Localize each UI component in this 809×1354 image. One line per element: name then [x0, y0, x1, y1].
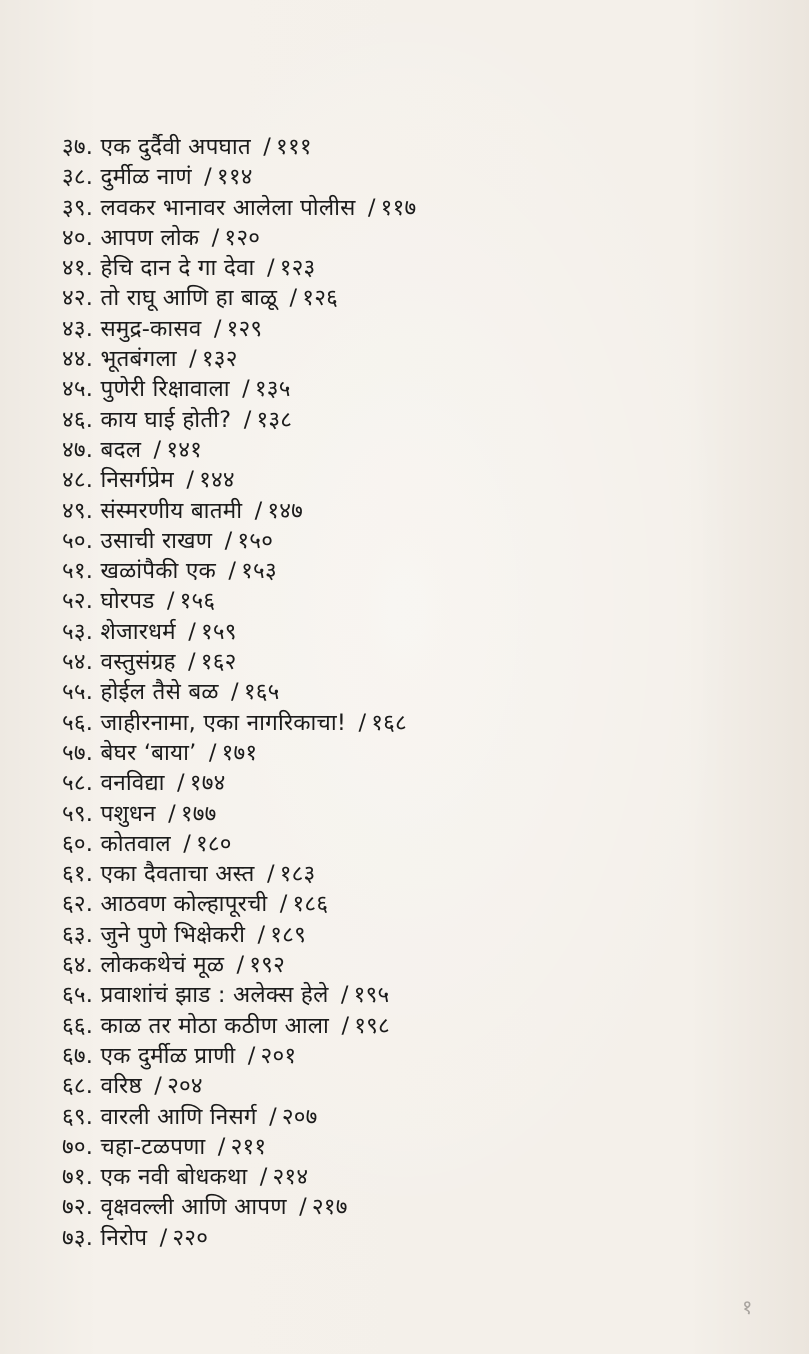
entry-title: वरिष्ठ [100, 1073, 142, 1100]
entry-separator: / [168, 800, 176, 827]
toc-entry [62, 1041, 416, 1071]
toc-entry [62, 829, 416, 859]
entry-number: ४३. [62, 315, 94, 342]
entry-separator: / [340, 982, 349, 1009]
entry-separator: / [279, 891, 288, 918]
entry-title: खळांपैकी एक [100, 558, 217, 585]
entry-page-number: १२६ [302, 285, 338, 312]
entry-page-number: २०४ [167, 1073, 203, 1100]
toc-entry [62, 1011, 416, 1041]
entry-title: निसर्गप्रेम [100, 467, 174, 494]
entry-title: प्रवाशांचं झाड : अलेक्स हेले [100, 982, 329, 1009]
entry-title: होईल तैसे बळ [100, 679, 219, 706]
entry-title: एक दुर्दैवी अपघात [100, 134, 251, 160]
entry-separator: / [153, 436, 162, 463]
entry-number: ४१. [62, 255, 94, 282]
entry-number: ७०. [62, 1133, 94, 1160]
entry-title: जाहीरनामा, एका नागरिकाचा! [100, 709, 347, 736]
entry-page-number: १५३ [241, 558, 277, 585]
entry-separator: / [186, 467, 195, 494]
toc-entry [62, 1071, 416, 1101]
entry-separator: / [188, 649, 196, 676]
entry-separator: / [166, 588, 175, 615]
entry-page-number: २०१ [260, 1042, 297, 1069]
entry-separator: / [224, 527, 233, 554]
entry-page-number: १७७ [180, 800, 217, 827]
entry-title: उसाची राखण [100, 527, 213, 554]
entry-page-number: १३८ [256, 406, 293, 433]
entry-separator: / [254, 497, 263, 524]
toc-entry [62, 586, 416, 616]
entry-number: ५०. [62, 527, 94, 554]
toc-entry [62, 193, 416, 223]
entry-number: ७३. [62, 1224, 94, 1251]
toc-entry [62, 1162, 416, 1192]
entry-page-number: १२३ [279, 255, 316, 282]
entry-separator: / [188, 618, 196, 645]
entry-title: पुणेरी रिक्षावाला [100, 376, 230, 403]
toc-entry [62, 435, 416, 465]
entry-separator: / [213, 315, 222, 342]
entry-number: ४४. [62, 346, 94, 373]
toc-entry [62, 1102, 416, 1132]
toc-entry [62, 253, 416, 283]
entry-separator: / [243, 406, 252, 433]
entry-page-number: १४७ [267, 497, 304, 524]
entry-separator: / [189, 346, 197, 373]
entry-page-number: १२९ [226, 315, 263, 342]
toc-entry [62, 889, 416, 919]
toc-entry [62, 374, 416, 404]
toc-entry [62, 1223, 416, 1253]
entry-number: ६३. [62, 921, 94, 948]
entry-number: ७१. [62, 1164, 94, 1191]
entry-title: आपण लोक [100, 224, 200, 251]
entry-page-number: ११४ [216, 164, 253, 191]
entry-title: वारली आणि निसर्ग [100, 1103, 257, 1130]
entry-separator: / [217, 1133, 226, 1160]
toc-entry [62, 283, 416, 313]
entry-page-number: ११७ [380, 194, 417, 221]
entry-separator: / [259, 1164, 268, 1191]
entry-number: ५७. [62, 739, 94, 766]
entry-title: वनविद्या [100, 770, 165, 797]
entry-page-number: १८० [195, 830, 232, 857]
entry-title: वस्तुसंग्रह [100, 649, 176, 676]
toc-entry [62, 465, 416, 495]
entry-number: ५१. [62, 558, 94, 585]
entry-title: हेचि दान दे गा देवा [100, 255, 255, 282]
entry-title: जुने पुणे भिक्षेकरी [100, 921, 246, 948]
toc-entry [62, 647, 416, 677]
entry-separator: / [211, 224, 220, 251]
toc-entry [62, 314, 416, 344]
entry-title: वृक्षवल्ली आणि आपण [100, 1194, 287, 1221]
entry-separator: / [231, 679, 239, 706]
entry-separator: / [236, 952, 245, 979]
entry-number: ६४. [62, 952, 94, 979]
entry-page-number: १४४ [199, 467, 235, 494]
entry-page-number: २२० [172, 1224, 209, 1251]
entry-separator: / [299, 1194, 307, 1221]
entry-separator: / [358, 709, 367, 736]
entry-separator: / [247, 1042, 256, 1069]
toc-entry [62, 556, 416, 586]
entry-separator: / [266, 861, 275, 888]
table-of-contents [62, 132, 416, 1253]
entry-title: निरोप [100, 1224, 148, 1251]
entry-number: ६०. [62, 830, 94, 857]
entry-number: ५९. [62, 800, 94, 827]
entry-number: ४६. [62, 406, 94, 433]
entry-title: समुद्र-कासव [100, 315, 202, 342]
entry-number: ६१. [62, 861, 94, 888]
toc-entry [62, 1192, 416, 1222]
entry-separator: / [154, 1073, 163, 1100]
entry-separator: / [228, 558, 237, 585]
entry-title: लोककथेचं मूळ [100, 952, 225, 979]
toc-entry [62, 223, 416, 253]
entry-separator: / [183, 830, 191, 857]
toc-entry [62, 677, 416, 707]
entry-number: ५३. [62, 618, 94, 645]
entry-title: काय घाई होती? [100, 406, 232, 433]
entry-page-number: १७१ [221, 739, 258, 766]
entry-number: ६७. [62, 1042, 94, 1069]
entry-page-number: २१४ [272, 1164, 309, 1191]
page-number: १ [742, 1295, 753, 1319]
toc-entry [62, 132, 416, 162]
entry-separator: / [263, 134, 272, 160]
entry-title: तो राघू आणि हा बाळू [100, 285, 278, 312]
toc-entry [62, 859, 416, 889]
entry-number: ६२. [62, 891, 94, 918]
entry-title: शेजारधर्म [100, 618, 176, 645]
entry-number: ४८. [62, 467, 94, 494]
entry-separator: / [204, 164, 212, 191]
entry-separator: / [266, 255, 275, 282]
entry-number: ५५. [62, 679, 94, 706]
entry-number: ४९. [62, 497, 94, 524]
toc-entry [62, 799, 416, 829]
entry-separator: / [367, 194, 376, 221]
entry-separator: / [242, 376, 250, 403]
entry-title: एक दुर्मीळ प्राणी [100, 1042, 236, 1069]
entry-title: एक नवी बोधकथा [100, 1164, 248, 1191]
entry-page-number: १९५ [353, 982, 390, 1009]
entry-separator: / [159, 1224, 168, 1251]
entry-page-number: १४१ [166, 436, 203, 463]
entry-title: दुर्मीळ नाणं [100, 164, 192, 191]
entry-separator: / [341, 1012, 350, 1039]
entry-page-number: १९२ [249, 952, 285, 979]
entry-number: ५२. [62, 588, 94, 615]
entry-page-number: १८३ [279, 861, 316, 888]
entry-title: कोतवाल [100, 830, 171, 857]
entry-separator: / [289, 285, 298, 312]
entry-title: चहा-टळपणा [100, 1133, 206, 1160]
toc-entry [62, 526, 416, 556]
toc-entry [62, 738, 416, 768]
entry-page-number: १६८ [371, 709, 407, 736]
entry-page-number: १३२ [201, 346, 238, 373]
entry-page-number: १११ [276, 134, 312, 160]
entry-page-number: १६२ [200, 649, 237, 676]
entry-number: ३८. [62, 164, 94, 191]
entry-number: ६५. [62, 982, 94, 1009]
entry-number: ७२. [62, 1194, 94, 1221]
toc-entry [62, 708, 416, 738]
entry-number: ४०. [62, 224, 94, 251]
entry-number: ३७. [62, 134, 94, 160]
entry-page-number: १५६ [179, 588, 216, 615]
entry-page-number: १७४ [189, 770, 226, 797]
toc-entry [62, 1132, 416, 1162]
entry-title: लवकर भानावर आलेला पोलीस [100, 194, 356, 221]
toc-entry [62, 496, 416, 526]
entry-separator: / [269, 1103, 277, 1130]
entry-separator: / [257, 921, 266, 948]
entry-title: आठवण कोल्हापूरची [100, 891, 268, 918]
entry-title: भूतबंगला [100, 346, 177, 373]
entry-page-number: २१७ [311, 1194, 348, 1221]
entry-number: ४७. [62, 436, 94, 463]
entry-separator: / [177, 770, 185, 797]
entry-page-number: १८९ [270, 921, 306, 948]
entry-title: घोरपड [100, 588, 155, 615]
toc-entry [62, 617, 416, 647]
toc-entry [62, 344, 416, 374]
entry-number: ६६. [62, 1012, 94, 1039]
entry-number: ५६. [62, 709, 94, 736]
toc-entry [62, 768, 416, 798]
entry-number: ४५. [62, 376, 94, 403]
entry-title: बदल [100, 436, 142, 463]
entry-page-number: १३५ [254, 376, 291, 403]
entry-separator: / [208, 739, 217, 766]
entry-number: ३९. [62, 194, 94, 221]
toc-entry [62, 405, 416, 435]
toc-entry [62, 950, 416, 980]
toc-entry [62, 980, 416, 1010]
entry-page-number: २११ [230, 1133, 267, 1160]
entry-title: काळ तर मोठा कठीण आला [100, 1012, 330, 1039]
entry-title: एका दैवताचा अस्त [100, 861, 255, 888]
entry-page-number: १८६ [292, 891, 329, 918]
entry-number: ६८. [62, 1073, 94, 1100]
entry-page-number: १५९ [200, 618, 237, 645]
toc-entry [62, 920, 416, 950]
entry-number: ४२. [62, 285, 94, 312]
entry-title: पशुधन [100, 800, 156, 827]
toc-entry [62, 162, 416, 192]
entry-page-number: १६५ [243, 679, 280, 706]
entry-number: ५४. [62, 649, 94, 676]
entry-page-number: १२० [224, 224, 261, 251]
entry-number: ६९. [62, 1103, 94, 1130]
entry-page-number: १५० [237, 527, 274, 554]
entry-title: संस्मरणीय बातमी [100, 497, 243, 524]
entry-page-number: १९८ [354, 1012, 390, 1039]
entry-page-number: २०७ [281, 1103, 318, 1130]
entry-title: बेघर ‘बाया’ [100, 739, 197, 766]
entry-number: ५८. [62, 770, 94, 797]
